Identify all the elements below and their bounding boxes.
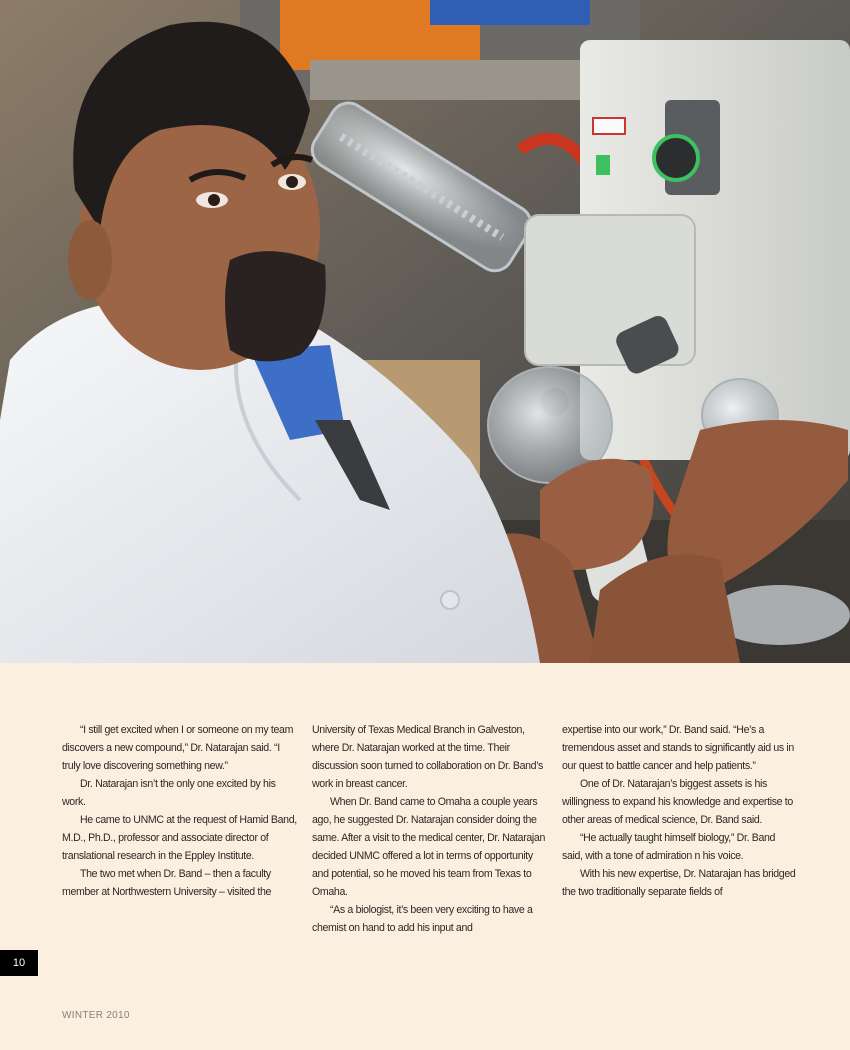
paragraph: Dr. Natarajan isn’t the only one excited by his work. (62, 778, 276, 808)
issue-footer: WINTER 2010 (62, 1010, 130, 1021)
article-column-3 (562, 721, 798, 901)
paragraph: “As a biologist, it’s been very exciting to have a chemist on hand to add his input and (312, 904, 533, 934)
article-column-1 (62, 721, 298, 901)
paragraph: The two met when Dr. Band – then a faculty member at Northwestern University – visited the (62, 868, 272, 898)
paragraph: When Dr. Band came to Omaha a couple years ago, he suggested Dr. Natarajan consider doing the same. After a visit to the medical center, Dr. Natarajan decided UNMC offered a lot in terms of opportunity and potential, so he moved his team from Texas to Omaha. (312, 796, 545, 898)
paragraph: With his new expertise, Dr. Natarajan has bridged the two traditionally separate fields of (562, 868, 796, 898)
paragraph: “He actually taught himself biology,” Dr. Band said, with a tone of admiration n his voice. (562, 832, 776, 862)
article-column-2 (312, 721, 548, 937)
paragraph: One of Dr. Natarajan’s biggest assets is his willingness to expand his knowledge and expertise to other areas of medical science, Dr. Band said. (562, 778, 793, 826)
paragraph: expertise into our work,” Dr. Band said. “He’s a tremendous asset and stands to significantly aid us in our quest to battle cancer and help patients.” (562, 724, 794, 772)
paragraph: University of Texas Medical Branch in Galveston, where Dr. Natarajan worked at the time. Their discussion soon turned to collaboration on Dr. Band’s work in breast cancer. (312, 724, 543, 790)
paragraph: “I still get excited when I or someone on my team discovers a new compound,” Dr. Natarajan said. “I truly love discovering something new.” (62, 724, 294, 772)
page-number: 10 (0, 950, 38, 976)
paragraph: He came to UNMC at the request of Hamid Band, M.D., Ph.D., professor and associate director of translational research in the Eppley Institute. (62, 814, 297, 862)
